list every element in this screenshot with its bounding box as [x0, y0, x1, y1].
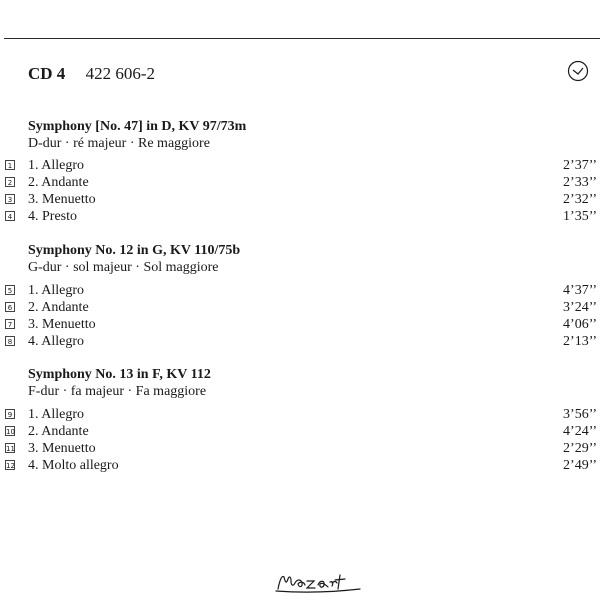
track-number: 5	[5, 285, 15, 295]
track-name: 4. Allegro	[28, 334, 84, 349]
track-name: 4. Presto	[28, 209, 77, 224]
clock-icon	[567, 60, 589, 82]
track-duration: 2’49’’	[563, 458, 597, 473]
track-duration: 2’37’’	[563, 158, 597, 173]
track-name: 3. Menuetto	[28, 317, 96, 332]
track-duration: 1’35’’	[563, 209, 597, 224]
section-keys: D-dur · ré majeur · Re maggiore	[28, 136, 210, 151]
track-name: 2. Andante	[28, 175, 89, 190]
track-number: 2	[5, 177, 15, 187]
track-row	[0, 333, 600, 350]
track-duration: 4’06’’	[563, 317, 597, 332]
cd-label: CD 4	[28, 64, 66, 83]
track-duration: 4’24’’	[563, 424, 597, 439]
track-row	[0, 208, 600, 225]
track-name: 3. Menuetto	[28, 192, 96, 207]
cd-header	[28, 64, 155, 84]
track-row	[0, 316, 600, 333]
track-row	[0, 457, 600, 474]
track-number: 6	[5, 302, 15, 312]
track-row	[0, 299, 600, 316]
section-title: Symphony [No. 47] in D, KV 97/73m	[28, 119, 247, 134]
track-number: 1	[5, 160, 15, 170]
track-name: 1. Allegro	[28, 283, 84, 298]
track-duration: 2’13’’	[563, 334, 597, 349]
track-duration: 2’29’’	[563, 441, 597, 456]
track-row	[0, 174, 600, 191]
track-row	[0, 282, 600, 299]
track-row	[0, 423, 600, 440]
track-duration: 2’32’’	[563, 192, 597, 207]
track-number: 3	[5, 194, 15, 204]
track-duration: 3’24’’	[563, 300, 597, 315]
track-name: 2. Andante	[28, 300, 89, 315]
track-duration: 2’33’’	[563, 175, 597, 190]
track-number: 8	[5, 336, 15, 346]
track-row	[0, 157, 600, 174]
track-number: 4	[5, 211, 15, 221]
track-duration: 4’37’’	[563, 283, 597, 298]
top-divider	[4, 38, 600, 39]
track-name: 3. Menuetto	[28, 441, 96, 456]
track-duration: 3’56’’	[563, 407, 597, 422]
track-name: 1. Allegro	[28, 407, 84, 422]
section-title: Symphony No. 13 in F, KV 112	[28, 367, 211, 382]
catalog-number: 422 606-2	[85, 64, 155, 83]
track-row	[0, 191, 600, 208]
track-number: 10	[6, 428, 15, 436]
track-name: 2. Andante	[28, 424, 89, 439]
track-row	[0, 406, 600, 423]
track-name: 4. Molto allegro	[28, 458, 119, 473]
section-keys: F-dur · fa majeur · Fa maggiore	[28, 384, 207, 399]
track-row	[0, 440, 600, 457]
track-number: 9	[5, 409, 15, 419]
mozart-signature	[274, 569, 364, 595]
section-keys: G-dur · sol majeur · Sol maggiore	[28, 260, 219, 275]
track-name: 1. Allegro	[28, 158, 84, 173]
track-number: 7	[5, 319, 15, 329]
track-number: 12	[6, 462, 15, 470]
track-number: 11	[6, 445, 15, 453]
section-title: Symphony No. 12 in G, KV 110/75b	[28, 243, 241, 258]
